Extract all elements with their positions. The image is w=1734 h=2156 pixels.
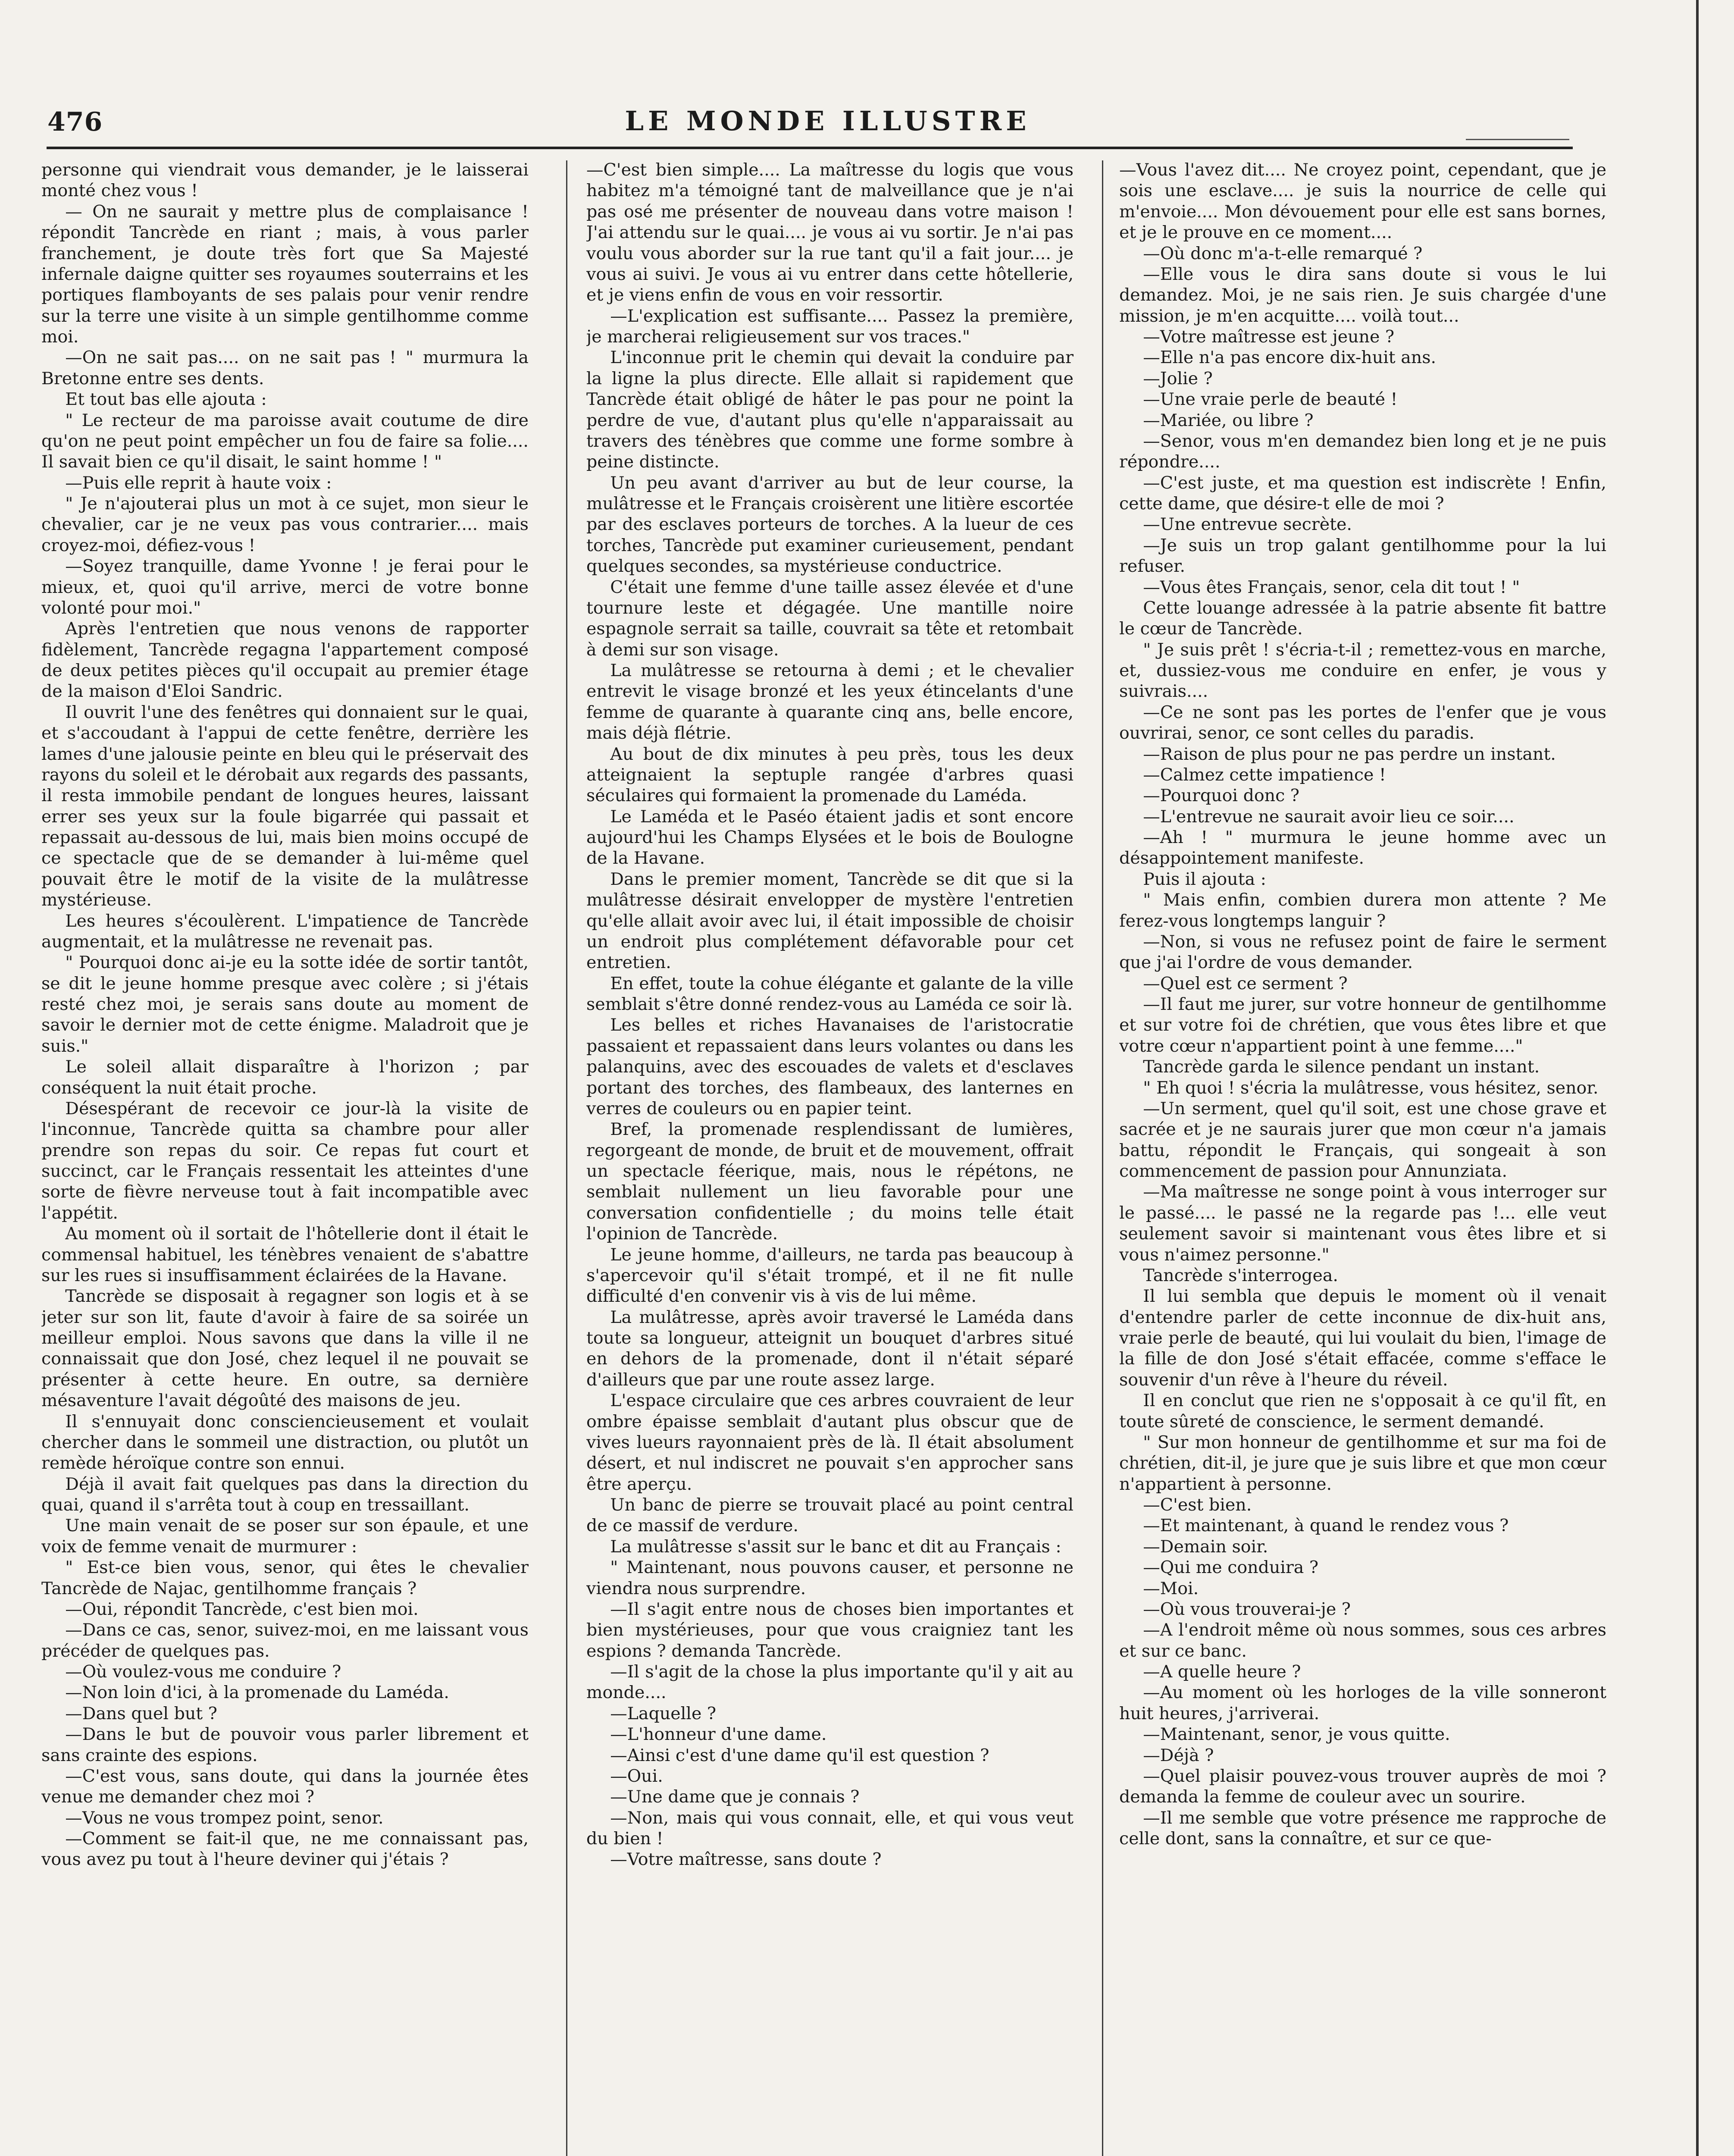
paragraph: La mulâtresse, après avoir traversé le Laméda dans toute sa longueur, atteignit un bouquet d'arbres situé en dehors de la promenade, dont il n'était séparé d'ailleurs que par une route assez large. xyxy=(586,1307,1074,1390)
paragraph: —Elle vous le dira sans doute si vous le lui demandez. Moi, je ne sais rien. Je suis chargée d'une mission, je m'en acquitte.... voilà tout... xyxy=(1119,264,1606,326)
paragraph: —Qui me conduira ? xyxy=(1143,1557,1319,1578)
paragraph: La mulâtresse se retourna à demi ; et le chevalier entrevit le visage bronzé et les yeux étincelants d'une femme de quarante à quarante cinq ans, belle encore, mais déjà flétrie. xyxy=(586,661,1074,743)
paragraph: —Non, si vous ne refusez point de faire le serment que j'ai l'ordre de vous demander. xyxy=(1119,931,1606,973)
paragraph: Tancrède garda le silence pendant un instant. xyxy=(1143,1057,1540,1077)
paragraph: C'était une femme d'une taille assez élevée et d'une tournure leste et dégagée. Une mantille noire espagnole serrait sa taille, couvrait sa tête et retombait à demi sur son visage. xyxy=(586,577,1074,660)
paragraph: —Oui. xyxy=(610,1766,663,1786)
paragraph: —Déjà ? xyxy=(1143,1745,1214,1765)
paragraph: " Pourquoi donc ai-je eu la sotte idée de sortir tantôt, se dit le jeune homme presque avec colère ; si j'étais resté chez moi, je serais sans doute au moment de savoir le dernier mot de cette énigme. Maladroit que je suis." xyxy=(41,953,529,1056)
paragraph: —Laquelle ? xyxy=(610,1703,717,1724)
paragraph: —C'est vous, sans doute, qui dans la journée êtes venue me demander chez moi ? xyxy=(41,1766,529,1807)
paragraph: " Maintenant, nous pouvons causer, et personne ne viendra nous surprendre. xyxy=(586,1557,1074,1598)
paragraph: Tancrède s'interrogea. xyxy=(1143,1265,1338,1285)
paragraph: —Senor, vous m'en demandez bien long et je ne puis répondre.... xyxy=(1119,431,1606,472)
paragraph: Un banc de pierre se trouvait placé au point central de ce massif de verdure. xyxy=(586,1495,1074,1536)
paragraph: —L'explication est suffisante.... Passez la première, je marcherai religieusement sur vos traces." xyxy=(586,306,1074,347)
paragraph: —Et maintenant, à quand le rendez vous ? xyxy=(1143,1516,1509,1536)
header-rule xyxy=(47,147,1573,149)
page-number: 476 xyxy=(47,107,103,137)
paragraph: —Une entrevue secrète. xyxy=(1143,514,1352,535)
paragraph: —Non, mais qui vous connait, elle, et qui vous veut du bien ! xyxy=(586,1808,1074,1849)
paragraph: Il s'ennuyait donc consciencieusement et voulait chercher dans le sommeil une distraction, ou plutôt un remède héroïque contre son ennui. xyxy=(41,1411,529,1473)
paragraph: " Le recteur de ma paroisse avait coutume de dire qu'on ne peut point empêcher un fou de faire sa folie.... Il savait bien ce qu'il disait, le saint homme ! " xyxy=(41,410,529,472)
paragraph: —Jolie ? xyxy=(1143,368,1213,389)
paragraph: —Dans ce cas, senor, suivez-moi, en me laissant vous précéder de quelques pas. xyxy=(41,1620,529,1661)
paragraph: —Quel plaisir pouvez-vous trouver auprès de moi ? demanda la femme de couleur avec un sourire. xyxy=(1119,1766,1606,1807)
paragraph: L'espace circulaire que ces arbres couvraient de leur ombre épaisse semblait d'autant plus obscur que de vives lueurs rayonnaient près de là. Il était absolument désert, et nul indiscret ne pouvait s'en approcher sans être aperçu. xyxy=(586,1391,1074,1494)
paragraph: L'inconnue prit le chemin qui devait la conduire par la ligne la plus directe. Elle allait si rapidement que Tancrède était obligé de hâter le pas pour ne point la perdre de vue, d'autant plus qu'elle n'apparaissait au travers des ténèbres que comme une forme sombre à peine distincte. xyxy=(586,348,1074,472)
paragraph: —Quel est ce serment ? xyxy=(1143,973,1348,993)
paragraph: —Il faut me jurer, sur votre honneur de gentilhomme et sur votre foi de chrétien, que vous êtes libre et que votre cœur n'appartient point à une femme...." xyxy=(1119,994,1606,1056)
paragraph: —On ne sait pas.... on ne sait pas ! " murmura la Bretonne entre ses dents. xyxy=(41,348,529,389)
paragraph: —Vous l'avez dit.... Ne croyez point, cependant, que je sois une esclave.... je suis la nourrice de celle qui m'envoie.... Mon dévouement pour elle est sans bornes, et je le prouve en ce moment.... xyxy=(1119,160,1606,243)
paragraph: —Il s'agit de la chose la plus importante qu'il y ait au monde.... xyxy=(586,1662,1074,1703)
paragraph: Le jeune homme, d'ailleurs, ne tarda pas beaucoup à s'apercevoir qu'il s'était trompé, et il ne fit nulle difficulté d'en convenir vis à vis de lui même. xyxy=(586,1244,1074,1307)
paragraph: —Ainsi c'est d'une dame qu'il est question ? xyxy=(610,1745,989,1765)
paragraph: —Mariée, ou libre ? xyxy=(1143,410,1314,430)
paragraph: —L'honneur d'une dame. xyxy=(610,1724,827,1745)
paragraph: Cette louange adressée à la patrie absente fit battre le cœur de Tancrède. xyxy=(1119,598,1606,639)
paragraph: Désespérant de recevoir ce jour-là la visite de l'inconnue, Tancrède quitta sa chambre pour aller prendre son repas du soir. Ce repas fut court et succinct, car le Français ressentait les atteintes d'une sorte de fièvre nerveuse tout à fait incompatible avec l'appétit. xyxy=(41,1098,529,1223)
text-column-2 xyxy=(586,160,1074,2156)
paragraph: —Un serment, quel qu'il soit, est une chose grave et sacrée et je ne saurais jurer que mon cœur n'a jamais battu, répondit le Français, qui songeait à son commencement de passion pour Annunziata. xyxy=(1119,1098,1606,1181)
text-column-3 xyxy=(1119,160,1606,2156)
paragraph: Il lui sembla que depuis le moment où il venait d'entendre parler de cette inconnue de dix-huit ans, vraie perle de beauté, qui lui voulait du bien, l'image de la fille de don José s'était effacée, comme s'efface le souvenir d'un rêve à l'heure du réveil. xyxy=(1119,1286,1606,1390)
paragraph: —Puis elle reprit à haute voix : xyxy=(65,473,332,493)
paragraph: —L'entrevue ne saurait avoir lieu ce soir.... xyxy=(1143,806,1515,827)
paragraph: —Maintenant, senor, je vous quitte. xyxy=(1143,1724,1450,1745)
paragraph: Au moment où il sortait de l'hôtellerie dont il était le commensal habituel, les ténèbres venaient de s'abattre sur les rues si insuffisamment éclairées de la Havane. xyxy=(41,1224,529,1285)
paragraph: —Dans quel but ? xyxy=(65,1703,217,1724)
paragraph: " Je n'ajouterai plus un mot à ce sujet, mon sieur le chevalier, car je ne veux pas vous contrarier.... mais croyez-moi, défiez-vous ! xyxy=(41,494,529,555)
paragraph: —Ma maîtresse ne songe point à vous interroger sur le passé.... le passé ne la regarde pas !... elle veut seulement savoir si maintenant vous êtes libre et si vous n'aimez personne." xyxy=(1119,1182,1606,1265)
paragraph: Une main venait de se poser sur son épaule, et une voix de femme venait de murmurer : xyxy=(41,1516,529,1557)
paragraph: —C'est bien. xyxy=(1143,1495,1252,1515)
paragraph: Puis il ajouta : xyxy=(1143,869,1266,889)
text-column-1 xyxy=(41,160,529,2156)
paragraph: —Vous ne vous trompez point, senor. xyxy=(65,1808,384,1828)
paragraph: —Non loin d'ici, à la promenade du Laméda. xyxy=(65,1683,449,1703)
paragraph: —Vous êtes Français, senor, cela dit tout ! " xyxy=(1143,577,1520,597)
header-rule-ornament xyxy=(1466,139,1569,140)
paragraph: —Elle n'a pas encore dix-huit ans. xyxy=(1143,348,1437,368)
paragraph: " Eh quoi ! s'écria la mulâtresse, vous hésitez, senor. xyxy=(1143,1078,1599,1098)
column-divider xyxy=(1102,160,1103,2156)
paragraph: —A quelle heure ? xyxy=(1143,1662,1301,1682)
paragraph: Les belles et riches Havanaises de l'aristocratie passaient et repassaient dans leurs volantes ou dans les palanquins, avec des escouades de valets et d'esclaves portant des torches, des flambeaux, des lanternes en verres de couleurs ou en papier teint. xyxy=(586,1015,1074,1119)
paragraph: personne qui viendrait vous demander, je le laisserai monté chez vous ! xyxy=(41,160,529,201)
paragraph: —Votre maîtresse est jeune ? xyxy=(1143,327,1395,347)
page-edge-line xyxy=(1696,0,1699,2156)
paragraph: —Je suis un trop galant gentilhomme pour la lui refuser. xyxy=(1119,535,1606,577)
paragraph: — On ne saurait y mettre plus de complaisance ! répondit Tancrède en riant ; mais, à vous parler franchement, je doute très fort que Sa Majesté infernale daigne quitter ses royaumes souterrains et les portiques flamboyants de ses palais pour venir rendre sur la terre une visite à un simple gentilhomme comme moi. xyxy=(41,201,529,347)
paragraph: —Dans le but de pouvoir vous parler librement et sans crainte des espions. xyxy=(41,1724,529,1765)
paragraph: Tancrède se disposait à regagner son logis et à se jeter sur son lit, faute d'avoir à faire de sa soirée un meilleur emploi. Nous savons que dans la ville il ne connaissait que don José, chez lequel il ne pouvait se présenter à cette heure. En outre, sa dernière mésaventure l'avait dégoûté des maisons de jeu. xyxy=(41,1286,529,1411)
paragraph: —Il s'agit entre nous de choses bien importantes et bien mystérieuses, pour que vous craigniez tant les espions ? demanda Tancrède. xyxy=(586,1599,1074,1661)
masthead-title: LE MONDE ILLUSTRE xyxy=(625,105,1031,137)
paragraph: Le soleil allait disparaître à l'horizon ; par conséquent la nuit était proche. xyxy=(41,1057,529,1098)
paragraph: Déjà il avait fait quelques pas dans la direction du quai, quand il s'arrêta tout à coup en tressaillant. xyxy=(41,1474,529,1515)
paragraph: —Ah ! " murmura le jeune homme avec un désappointement manifeste. xyxy=(1119,827,1606,868)
paragraph: " Sur mon honneur de gentilhomme et sur ma foi de chrétien, dit-il, je jure que je suis libre et que mon cœur n'appartient à personne. xyxy=(1119,1432,1606,1494)
paragraph: Les heures s'écoulèrent. L'impatience de Tancrède augmentait, et la mulâtresse ne revenait pas. xyxy=(41,911,529,952)
paragraph: Un peu avant d'arriver au but de leur course, la mulâtresse et le Français croisèrent une litière escortée par des esclaves porteurs de torches. A la lueur de ces torches, Tancrède put examiner curieusement, pendant quelques secondes, sa mystérieuse conductrice. xyxy=(586,473,1074,577)
paragraph: —Soyez tranquille, dame Yvonne ! je ferai pour le mieux, et, quoi qu'il arrive, merci de votre bonne volonté pour moi." xyxy=(41,556,529,618)
paragraph: —Calmez cette impatience ! xyxy=(1143,765,1386,785)
paragraph: Et tout bas elle ajouta : xyxy=(65,389,267,410)
paragraph: La mulâtresse s'assit sur le banc et dit au Français : xyxy=(610,1536,1061,1557)
paragraph: En effet, toute la cohue élégante et galante de la ville semblait s'être donné rendez-vous au Laméda ce soir là. xyxy=(586,973,1074,1014)
paragraph: —Au moment où les horloges de la ville sonneront huit heures, j'arriverai. xyxy=(1119,1683,1606,1724)
paragraph: " Mais enfin, combien durera mon attente ? Me ferez-vous longtemps languir ? xyxy=(1119,890,1606,931)
paragraph: —Votre maîtresse, sans doute ? xyxy=(610,1849,882,1870)
paragraph: —Ce ne sont pas les portes de l'enfer que je vous ouvrirai, senor, ce sont celles du paradis. xyxy=(1119,702,1606,743)
paragraph: Dans le premier moment, Tancrède se dit que si la mulâtresse désirait envelopper de mystère l'entretien qu'elle allait avoir avec lui, il était impossible de choisir un endroit plus complétement défavorable pour cet entretien. xyxy=(586,869,1074,973)
paragraph: " Je suis prêt ! s'écria-t-il ; remettez-vous en marche, et, dussiez-vous me conduire en enfer, je vous y suivrais.... xyxy=(1119,639,1606,702)
column-divider xyxy=(566,160,567,2156)
paragraph: —Moi. xyxy=(1143,1578,1199,1598)
paragraph: —Une vraie perle de beauté ! xyxy=(1143,389,1398,410)
paragraph: " Est-ce bien vous, senor, qui êtes le chevalier Tancrède de Najac, gentilhomme français ? xyxy=(41,1557,529,1598)
paragraph: Il ouvrit l'une des fenêtres qui donnaient sur le quai, et s'accoudant à l'appui de cette fenêtre, derrière les lames d'une jalousie peinte en bleu qui le préservait des rayons du soleil et le dérobait aux regards des passants, il resta immobile pendant de longues heures, laissant errer ses yeux sur la foule bigarrée qui passait et repassait au-dessous de lui, mais bien moins occupé de ce spectacle que de se demander à lui-même quel pouvait être le motif de la visite de la mulâtresse mystérieuse. xyxy=(41,702,529,910)
paragraph: —A l'endroit même où nous sommes, sous ces arbres et sur ce banc. xyxy=(1119,1620,1606,1661)
paragraph: —Où voulez-vous me conduire ? xyxy=(65,1662,341,1682)
paragraph: Bref, la promenade resplendissant de lumières, regorgeant de monde, de bruit et de mouvement, offrait un spectacle féerique, mais, nous le répétons, ne semblait nullement un lieu favorable pour une conversation confidentielle ; du moins telle était l'opinion de Tancrède. xyxy=(586,1119,1074,1244)
paragraph: —Raison de plus pour ne pas perdre un instant. xyxy=(1143,744,1556,764)
paragraph: —Il me semble que votre présence me rapproche de celle dont, sans la connaître, et sur ce que- xyxy=(1119,1808,1606,1849)
paragraph: —Pourquoi donc ? xyxy=(1143,786,1299,806)
paragraph: Au bout de dix minutes à peu près, tous les deux atteignaient la septuple rangée d'arbres quasi séculaires qui formaient la promenade du Laméda. xyxy=(586,744,1074,806)
paragraph: —Comment se fait-il que, ne me connaissant pas, vous avez pu tout à l'heure deviner qui j'étais ? xyxy=(41,1829,529,1870)
paragraph: Après l'entretien que nous venons de rapporter fidèlement, Tancrède regagna l'appartement composé de deux petites pièces qu'il occupait au premier étage de la maison d'Eloi Sandric. xyxy=(41,619,529,702)
paragraph: —Oui, répondit Tancrède, c'est bien moi. xyxy=(65,1599,419,1619)
paragraph: —C'est bien simple.... La maîtresse du logis que vous habitez m'a témoigné tant de malveillance que je n'ai pas osé me présenter de nouveau dans votre maison ! J'ai attendu sur le quai.... je vous ai vu sortir. Je n'ai pas voulu vous aborder sur la rue tant qu'il a fait jour.... je vous ai suivi. Je vous ai vu entrer dans cette hôtellerie, et je viens enfin de vous en voir ressortir. xyxy=(586,160,1074,305)
paragraph: —Où vous trouverai-je ? xyxy=(1143,1599,1351,1619)
paragraph: —Demain soir. xyxy=(1143,1536,1268,1557)
paragraph: Le Laméda et le Paséo étaient jadis et sont encore aujourd'hui les Champs Elysées et le bois de Boulogne de la Havane. xyxy=(586,806,1074,868)
paragraph: Il en conclut que rien ne s'opposait à ce qu'il fît, en toute sûreté de conscience, le serment demandé. xyxy=(1119,1391,1606,1432)
paragraph: —Où donc m'a-t-elle remarqué ? xyxy=(1143,243,1423,263)
paragraph: —C'est juste, et ma question est indiscrète ! Enfin, cette dame, que désire-t elle de moi ? xyxy=(1119,473,1606,514)
paragraph: —Une dame que je connais ? xyxy=(610,1787,860,1807)
